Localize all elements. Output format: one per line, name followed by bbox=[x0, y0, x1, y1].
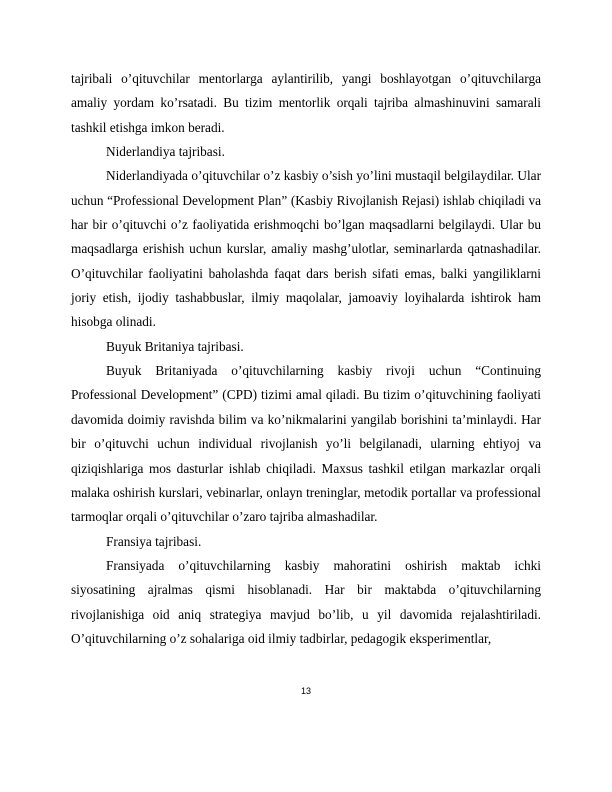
paragraph-britain: Buyuk Britaniyada o’qituvchilarning kasbiy rivoji uchun “Continuing Professional Development” (CPD) tizimi amal qiladi. Bu tizim o’qituvchining faoliyati davomida doimiy ravishda bilim va ko’nikmalarini yangilab borishini ta’minlaydi. Har bir o’qituvchi uchun individual rivojlanish yo’li belgilanadi, ularning ehtiyoj va qiziqishlariga mos dasturlar ishlab chiqiladi. Maxsus tashkil etilgan markazlar orqali malaka oshirish kurslari, vebinarlar, onlayn treninglar, metodik portallar va professional tarmoqlar orqali o’qituvchilar o’zaro tajriba almashadilar. bbox=[71, 363, 541, 525]
paragraph-netherlands: Niderlandiyada o’qituvchilar o’z kasbiy o’sish yo’lini mustaqil belgilaydilar. Ular uchun “Professional Development Plan” (Kasbiy Rivojlanish Rejasi) ishlab chiqiladi va har bir o’qituvchi o’z faoliyatida erishmoqchi bo’lgan maqsadlarni belgilaydi. Ular bu maqsadlarga erishish uchun kurslar, amaliy mashg’ulotlar, seminarlarda qatnashadilar. O’qituvchilar faoliyatini baholashda faqat dars berish sifati emas, balki yangiliklarni joriy etish, ijodiy tashabbuslar, ilmiy maqolalar, jamoaviy loyihalarda ishtirok ham hisobga olinadi. bbox=[71, 168, 541, 330]
paragraph-france: Fransiyada o’qituvchilarning kasbiy mahoratini oshirish maktab ichki siyosatining ajralmas qismi hisoblanadi. Har bir maktabda o’qituvchilarning rivojlanishiga oid aniq strategiya mavjud bo’lib, u yil davomida rejalashtiriladi. O’qituvchilarning o’z sohalariga oid ilmiy tadbirlar, pedagogik eksperimentlar, bbox=[71, 557, 541, 646]
page-number: 13 bbox=[300, 686, 311, 696]
paragraph-continuation: tajribali o’qituvchilar mentorlarga aylantirilib, yangi boshlayotgan o’qituvchilarga amaliy yordam ko’rsatadi. Bu tizim mentorlik orqali tajriba almashinuvini samarali tashkil etishga imkon beradi. bbox=[71, 71, 541, 135]
body-text bbox=[71, 67, 541, 651]
section-heading-france: Fransiya tajribasi. bbox=[106, 533, 202, 549]
section-heading-netherlands: Niderlandiya tajribasi. bbox=[106, 144, 225, 160]
section-heading-britain: Buyuk Britaniya tajribasi. bbox=[106, 338, 244, 354]
